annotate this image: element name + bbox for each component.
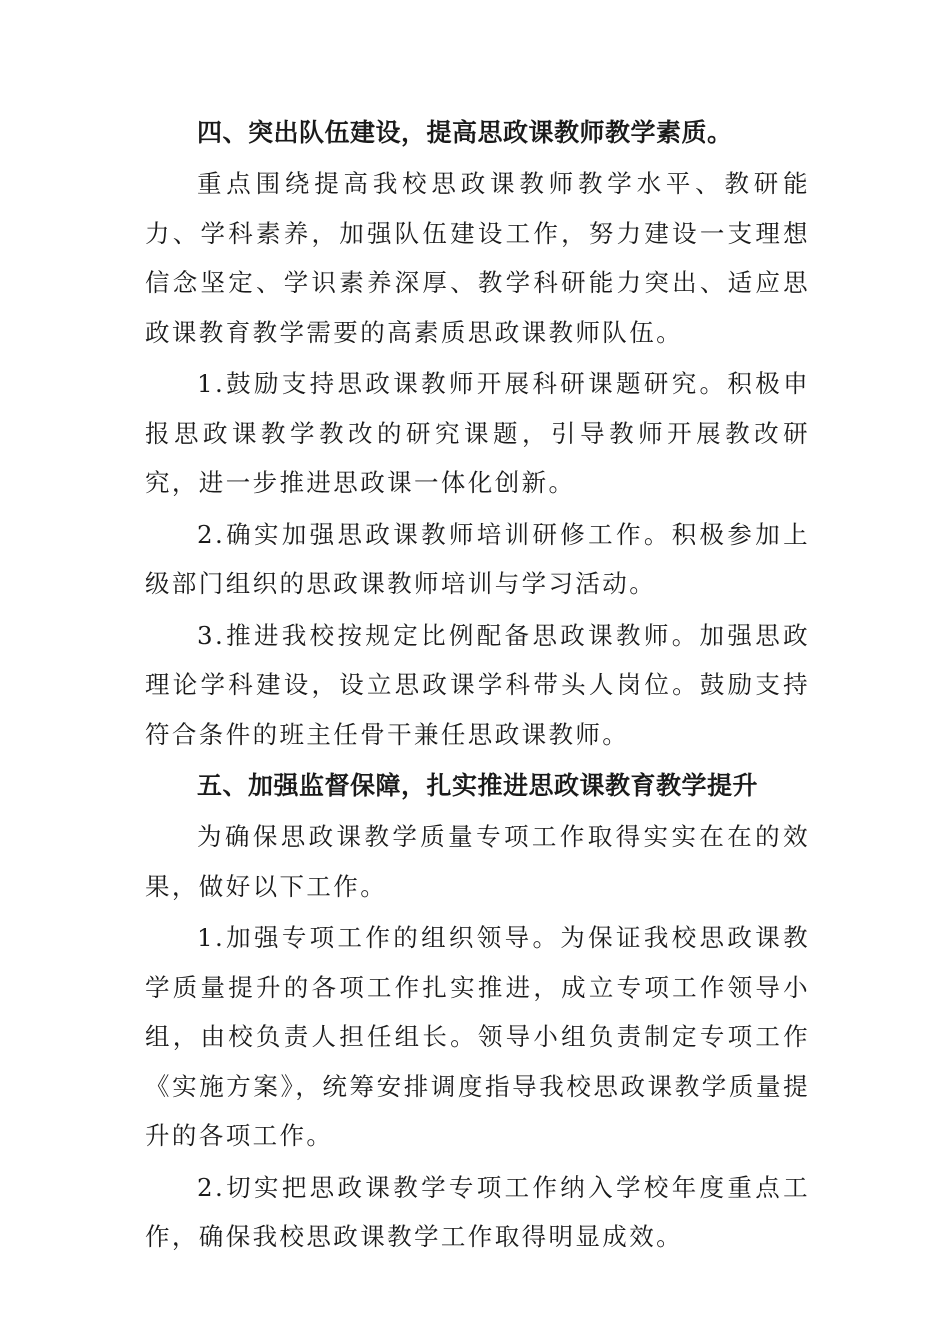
section5-heading: 五、加强监督保障，扎实推进思政课教育教学提升 (197, 771, 759, 800)
section5-intro-paragraph: 为确保思政课教学质量专项工作取得实实在在的效果，做好以下工作。 (145, 822, 810, 901)
section5-item-2: 2.切实把思政课教学专项工作纳入学校年度重点工作，确保我校思政课教学工作取得明显成效。 (145, 1172, 810, 1251)
section4-intro-paragraph: 重点围绕提高我校思政课教师教学水平、教研能力、学科素养，加强队伍建设工作，努力建设一支理想信念坚定、学识素养深厚、教学科研能力突出、适应思政课教育教学需要的高素质思政课教师队伍。 (145, 169, 810, 347)
section4-item-2: 2.确实加强思政课教师培训研修工作。积极参加上级部门组织的思政课教师培训与学习活动。 (145, 519, 810, 598)
section4-item-3: 3.推进我校按规定比例配备思政课教师。加强思政理论学科建设，设立思政课学科带头人岗位。鼓励支持符合条件的班主任骨干兼任思政课教师。 (145, 620, 810, 749)
section5-item-1: 1.加强专项工作的组织领导。为保证我校思政课教学质量提升的各项工作扎实推进，成立专项工作领导小组，由校负责人担任组长。领导小组负责制定专项工作《实施方案》，统筹安排调度指导我校思政课教学质量提升的各项工作。 (145, 923, 810, 1150)
section4-item-1: 1.鼓励支持思政课教师开展科研课题研究。积极申报思政课教学教改的研究课题，引导教师开展教改研究，进一步推进思政课一体化创新。 (145, 369, 810, 497)
section4-heading: 四、突出队伍建设，提高思政课教师教学素质。 (197, 118, 733, 147)
